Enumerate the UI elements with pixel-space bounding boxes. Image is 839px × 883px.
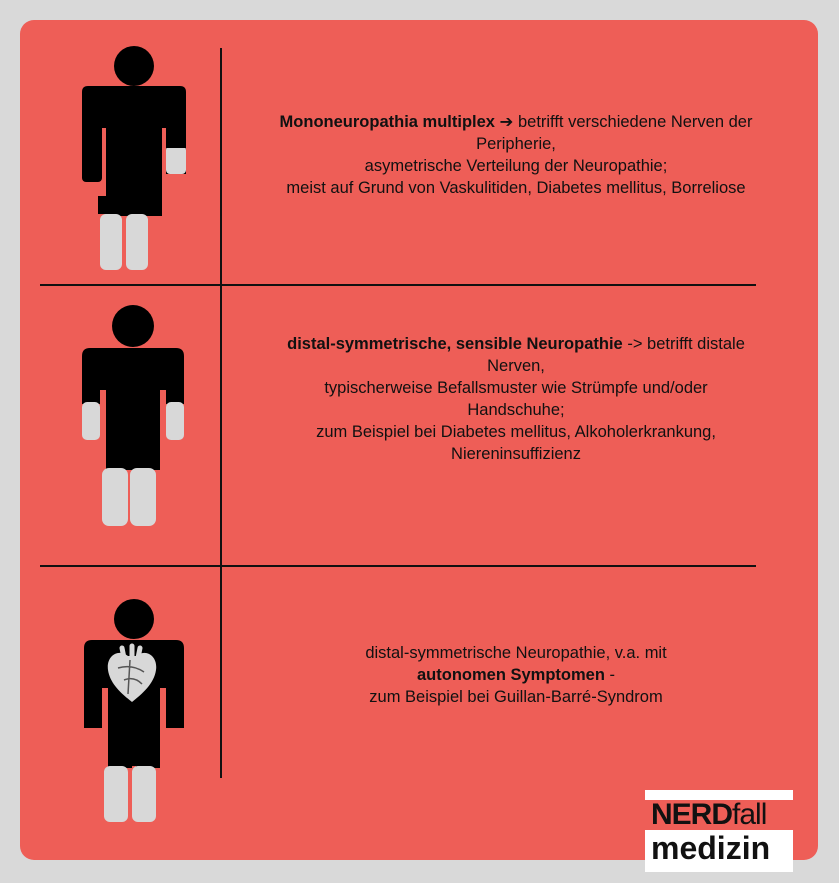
text-line: distal-symmetrische, sensible Neuropathie -> betrifft distale	[287, 335, 745, 353]
section-distal-autonom-text	[232, 642, 800, 708]
horizontal-divider-1	[40, 284, 756, 286]
person-figure-stocking-glove-icon	[78, 304, 190, 528]
text-line: Nerven,	[487, 357, 545, 375]
section-mononeuropathia-text	[232, 111, 800, 199]
text-line: asymetrische Verteilung der Neuropathie;	[364, 157, 668, 175]
text-line: zum Beispiel bei Guillan-Barré-Syndrom	[369, 688, 663, 706]
vertical-divider	[220, 48, 222, 778]
person-figure-autonomic-heart-icon	[78, 598, 190, 824]
text-line: Handschuhe;	[467, 401, 565, 419]
text-line: typischerweise Befallsmuster wie Strümpfe und/oder	[324, 379, 708, 397]
text-line: Peripherie,	[476, 135, 556, 153]
text-line: Mononeuropathia multiplex ➔ betrifft verschiedene Nerven der	[279, 113, 753, 131]
text-line: autonomen Symptomen -	[416, 666, 616, 684]
horizontal-divider-2	[40, 565, 756, 567]
text-line: zum Beispiel bei Diabetes mellitus, Alkoholerkrankung,	[316, 423, 716, 441]
text-line: meist auf Grund von Vaskulitiden, Diabetes mellitus, Borreliose	[286, 179, 746, 197]
text-line: distal-symmetrische Neuropathie, v.a. mit	[365, 644, 667, 662]
person-figure-mononeuropathy-icon	[78, 46, 190, 272]
text-line: Niereninsuffizienz	[451, 445, 581, 463]
logo-line-2: medizin	[651, 830, 771, 866]
logo-line-1: NERDfall	[651, 798, 767, 831]
nerdfall-medizin-logo	[645, 790, 793, 872]
section-distal-sensible-text	[232, 333, 800, 465]
